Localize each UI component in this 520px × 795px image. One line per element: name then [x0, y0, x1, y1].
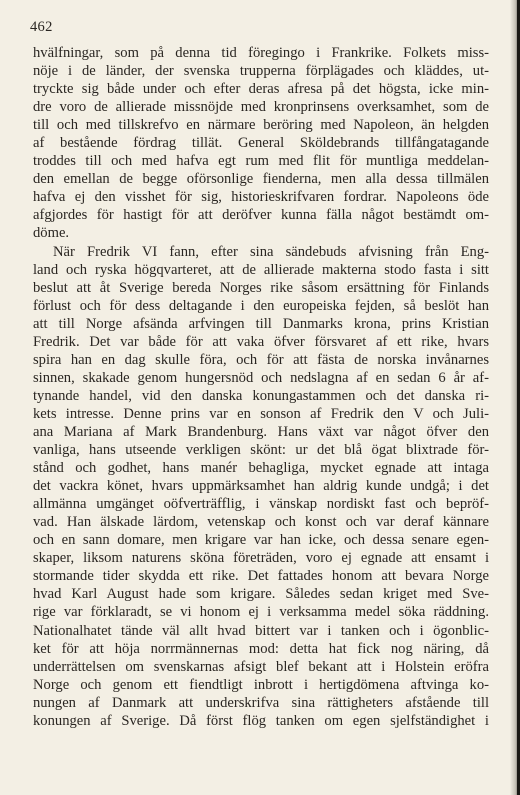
text-line: afgjordes för hastigt för att deröfver kunna fälla något bestämdt om-	[33, 207, 489, 224]
text-line: allmänna umgänget oöfverträfflig, i vänskap nordiskt fast och bepröf-	[33, 496, 489, 513]
text-line: konungen af Sverige. Då först flög tanken om egen sjelfständighet i	[33, 712, 489, 729]
text-line: sinnen, skakade genom hungersnöd och nedslagna af en sedan 6 år af-	[33, 369, 489, 386]
text-line: stånd och godhet, hans manér behagliga, mycket egnade att intaga	[33, 460, 489, 477]
text-line: stormande tider skydda ett rike. Det fattades honom att bevara Norge	[33, 568, 489, 585]
text-line: underrättelsen om svenskarnas afsigt blef bekant att i Holstein eröfra	[33, 658, 489, 675]
text-line: vanliga, hans utseende verkligen skönt: ur det blå ögat blixtrade för-	[33, 442, 489, 459]
text-line: ana Mariana af Mark Brandenburg. Hans växt var något öfver den	[33, 423, 489, 440]
text-line: det vackra könet, hvars uppmärksamhet han aldrig kunde undgå; i det	[33, 478, 489, 495]
text-line: rige var förklaradt, se vi honom ej i verksamma medel söka räddning.	[33, 604, 489, 621]
text-line: nöje i de länder, der svenska trupperna förplägades och kläddes, ut-	[33, 63, 489, 80]
body-text	[33, 44, 489, 730]
text-line: vad. Han älskade lärdom, vetenskap och konst och var deraf kännare	[33, 514, 489, 531]
text-line: och en sann domare, men krigare var han icke, och dessa senare egen-	[33, 532, 489, 549]
text-line: nungen af Danmark att underskrifva sina rättigheters afstående till	[33, 694, 489, 711]
text-line: tryckte sig både under och efter deras afresa på det högsta, icke min-	[33, 81, 489, 98]
text-line: Norge och genom ett fiendtligt inbrott i hertigdömena aftvinga ko-	[33, 676, 489, 693]
text-line: spira han en dag skulle föra, och för att fästa de norska invånarnes	[33, 351, 489, 368]
text-line: Fredrik. Det var både för att vaka öfver försvaret af ett rike, hvars	[33, 333, 489, 350]
text-line: hvälfningar, som på denna tid föregingo i Frankrike. Folkets miss-	[33, 45, 489, 61]
text-line: till och med tillskrefvo en närmare beröring med Napoleon, än helgden	[33, 117, 489, 134]
text-line: döme.	[33, 225, 70, 242]
page-number: 462	[30, 19, 53, 35]
text-line: beslut att åt Sverige bereda Norges rike såsom ersättning för Finlands	[33, 279, 489, 296]
text-line: den emellan de begge oförsonlige fienderna, men alla dessa tillmälen	[33, 171, 489, 188]
text-line: land och ryska högqvarteret, att de allierade makterna stodo fasta i sitt	[33, 261, 489, 278]
text-line: förlust och för dess deltagande i den europeiska fejden, så beslöt han	[33, 297, 489, 314]
text-line: skaper, liksom naturens sköna företräden, voro ej egnade att ensamt i	[33, 550, 489, 567]
text-line: hvad Karl August hade som krigare. Således sedan kriget med Sve-	[33, 586, 489, 603]
text-line: När Fredrik VI fann, efter sina sändebuds afvisning från Eng-	[53, 243, 489, 260]
text-line: att till Norge afsända arfvingen till Danmarks krona, prins Kristian	[33, 315, 489, 332]
text-line: troddes till och med hafva egt rum med flit för muntliga meddelan-	[33, 153, 489, 170]
text-line: ket för att höja norrmännernas mod: detta hat fick nog näring, då	[33, 640, 489, 657]
text-line: Nationalhatet tände väl allt hvad bittert var i tanken och i ögonblic-	[33, 622, 489, 639]
text-line: dre voro de allierade missnöjde med kronprinsens overksamhet, som de	[33, 99, 489, 116]
text-line: tynande handel, vid den danska konungastammen och det danska ri-	[33, 387, 489, 404]
text-line: hafva ej den visshet för sig, historieskrifvaren fordrar. Napoleons öde	[33, 189, 489, 206]
text-line: kets intresse. Denne prins var en sonson af Fredrik den V och Juli-	[33, 405, 489, 422]
text-line: af bestående fördrag tillät. General Sköldebrands tillfångatagande	[33, 135, 489, 152]
